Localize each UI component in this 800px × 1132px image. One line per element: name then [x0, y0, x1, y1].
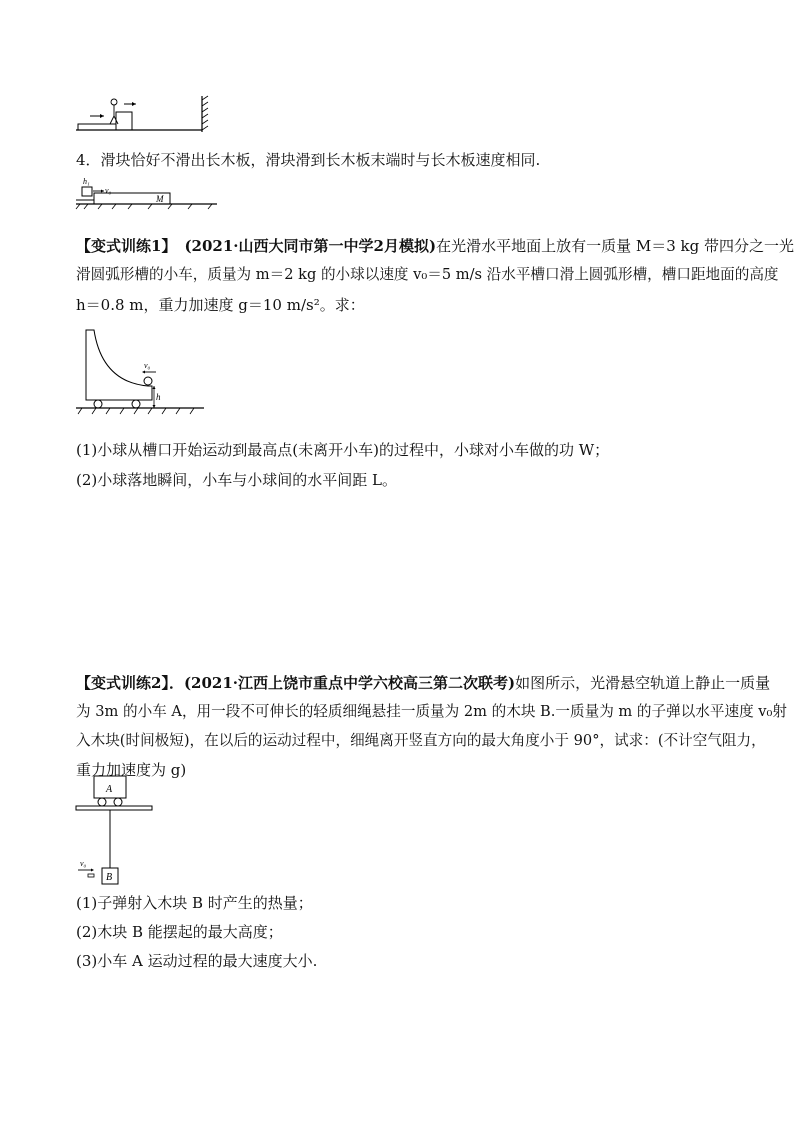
ex2-line2: 为 3m 的小车 A，用一段不可伸长的轻质细绳悬挂一质量为 2m 的木块 B.一质量为 m 的子弹以水平速度 v₀射 [76, 703, 787, 720]
ex2-source: ．(2021·江西上饶市重点中学六校高三第二次联考) [168, 674, 516, 692]
ex2-line1 [76, 676, 770, 691]
block-board-figure [72, 176, 222, 212]
ex2-question-2: (2)木块 B 能摆起的最大高度； [76, 923, 283, 941]
ex2-tag: 【变式训练2】 [76, 674, 169, 692]
ex2-line3: 入木块(时间极短)，在以后的运动过程中，细绳离开竖直方向的最大角度小于 90°，试求：(不计空气阻力， [76, 732, 766, 749]
ex1-fig-v0-label: v₀ [144, 361, 151, 370]
ex1-question-1: (1)小球从槽口开始运动到最高点(未离开小车)的过程中，小球对小车做的功 W； [76, 441, 610, 459]
fig4-h1-label: h₁ [83, 177, 90, 186]
ex2-fig-B-label: B [106, 872, 113, 883]
ex1-fig-h-label: h [156, 392, 161, 402]
ex2-fig-v0-label: v₀ [80, 859, 87, 868]
ex1-source: (2021·山西大同市第一中学2月模拟) [184, 237, 437, 255]
item-4-text: 4．滑块恰好不滑出长木板，滑块滑到长木板末端时与长木板速度相同. [76, 151, 541, 169]
ex1-stem-1: 在光滑水平地面上放有一质量 M＝3 kg 带四分之一光 [436, 237, 794, 255]
wall-cart-figure [72, 92, 212, 136]
ex1-tag: 【变式训练1】 [76, 237, 177, 255]
fig4-M-label: M [156, 194, 164, 204]
ex2-question-3: (3)小车 A 运动过程的最大速度大小. [76, 952, 318, 970]
ex1-question-2: (2)小球落地瞬间，小车与小球间的水平间距 L。 [76, 471, 397, 489]
ex1-line1 [76, 239, 794, 254]
ex1-line3: h＝0.8 m，重力加速度 g＝10 m/s²。求： [76, 296, 365, 314]
arc-cart-figure [72, 326, 212, 418]
ex1-line2: 滑圆弧形槽的小车，质量为 m＝2 kg 的小球以速度 v₀＝5 m/s 沿水平槽口滑上圆弧形槽，槽口距地面的高度 [76, 266, 779, 283]
ex2-stem-1: 如图所示，光滑悬空轨道上静止一质量 [515, 674, 771, 692]
ex2-fig-A-label: A [106, 784, 113, 795]
fig4-v0-label: v₀ [105, 186, 112, 195]
ex2-question-1: (1)子弹射入木块 B 时产生的热量； [76, 894, 313, 912]
rail-pendulum-figure [72, 772, 162, 890]
ex2-line4: 重力加速度为 g) [76, 761, 187, 779]
